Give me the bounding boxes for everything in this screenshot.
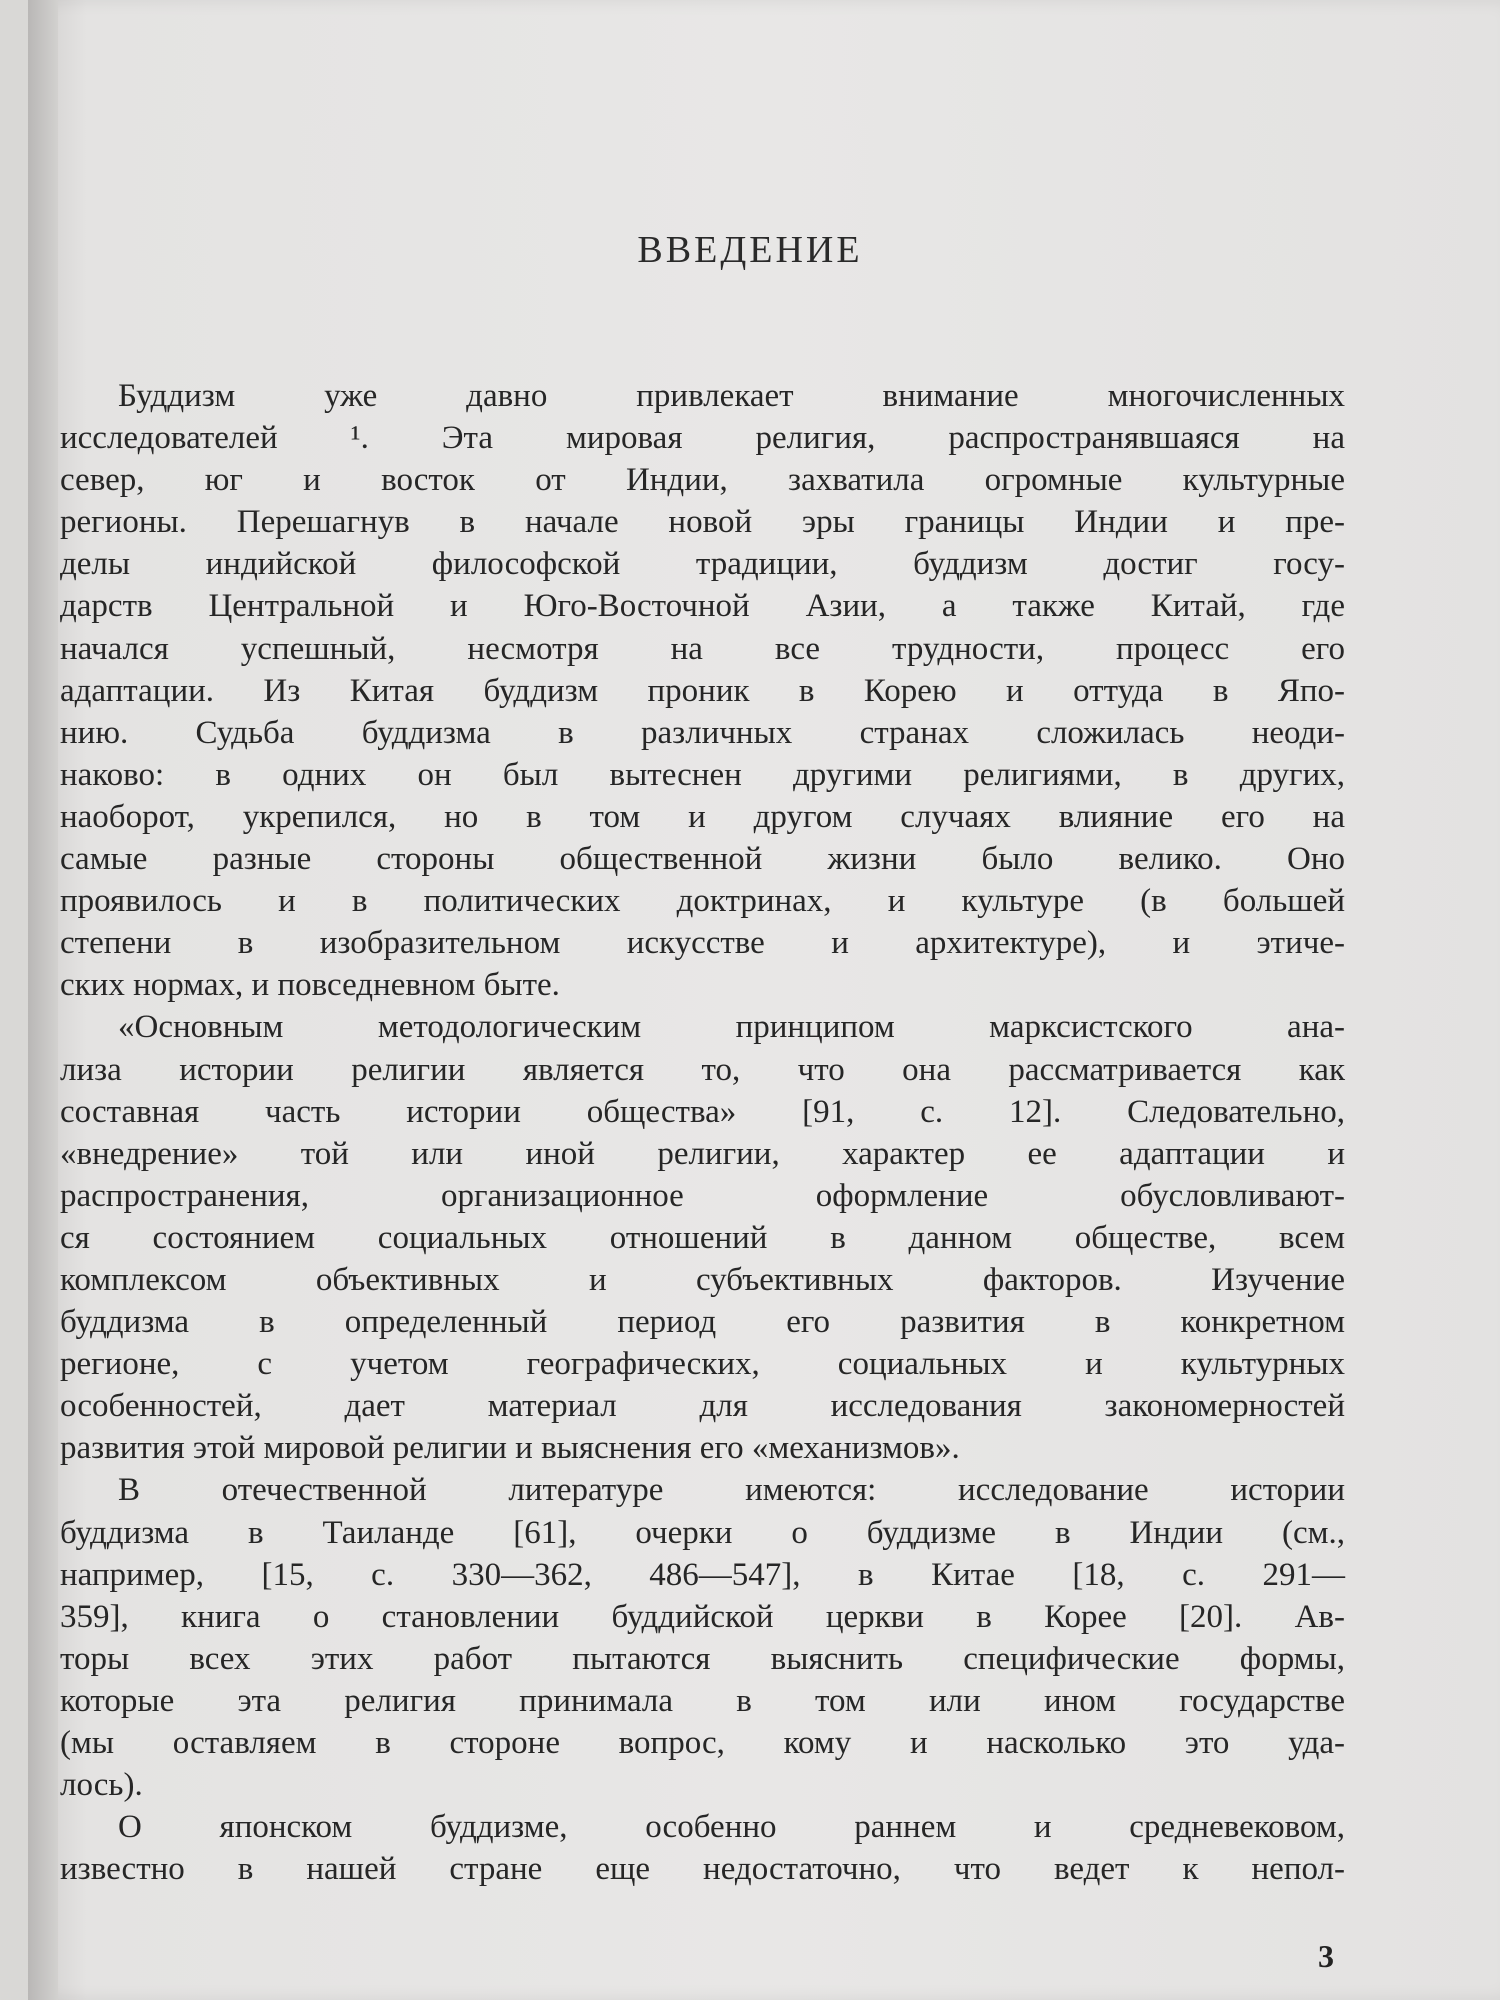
book-spine — [28, 0, 58, 2000]
text-line: «внедрение» той или иной религии, характер ее адаптации и — [60, 1135, 1345, 1172]
text-line: «Основным методологическим принципом марксистского ана- — [118, 1009, 1345, 1046]
text-line: делы индийской философской традиции, буддизм достиг госу- — [60, 546, 1345, 583]
text-line: степени в изобразительном искусстве и архитектуре), и этиче- — [60, 925, 1345, 962]
text-line: распространения, организационное оформление обусловливают- — [60, 1177, 1345, 1214]
text-line: самые разные стороны общественной жизни было велико. Оно — [60, 841, 1345, 878]
text-line: ся состоянием социальных отношений в данном обществе, всем — [60, 1219, 1345, 1256]
text-line: О японском буддизме, особенно раннем и средневековом, — [118, 1809, 1345, 1846]
text-line: 359], книга о становлении буддийской церкви в Корее [20]. Ав- — [60, 1598, 1345, 1635]
text-line: лиза истории религии является то, что она рассматривается как — [60, 1051, 1345, 1088]
text-line: известно в нашей стране еще недостаточно, что ведет к непол- — [60, 1851, 1345, 1888]
text-line: адаптации. Из Китая буддизм проник в Корею и оттуда в Япо- — [60, 672, 1345, 709]
text-line: которые эта религия принимала в том или ином государстве — [60, 1682, 1345, 1719]
text-line: исследователей ¹. Эта мировая религия, распространявшаяся на — [60, 420, 1345, 457]
text-line: особенностей, дает материал для исследования закономерностей — [60, 1388, 1345, 1425]
page-number: 3 — [1318, 1938, 1334, 1974]
text-line: составная часть истории общества» [91, с. 12]. Следовательно, — [60, 1093, 1345, 1130]
text-line: Буддизм уже давно привлекает внимание многочисленных — [118, 378, 1345, 414]
text-line: В отечественной литературе имеются: исследование истории — [118, 1472, 1345, 1509]
text-line: наоборот, укрепился, но в том и другом случаях влияние его на — [60, 798, 1345, 835]
text-line: буддизма в Таиланде [61], очерки о буддизме в Индии (см., — [60, 1514, 1345, 1551]
text-line: регионе, с учетом географических, социальных и культурных — [60, 1346, 1345, 1383]
text-line: проявилось и в политических доктринах, и культуре (в большей — [60, 883, 1345, 920]
text-line: регионы. Перешагнув в начале новой эры границы Индии и пре- — [60, 504, 1345, 541]
text-line: (мы оставляем в стороне вопрос, кому и насколько это уда- — [60, 1725, 1345, 1761]
text-line: наково: в одних он был вытеснен другими религиями, в других, — [60, 756, 1345, 793]
text-line: ских нормах, и повседневном быте. — [60, 967, 560, 1004]
text-line: буддизма в определенный период его развития в конкретном — [60, 1304, 1345, 1341]
text-line: север, юг и восток от Индии, захватила огромные культурные — [60, 462, 1345, 499]
text-line: нию. Судьба буддизма в различных странах сложилась неоди- — [60, 714, 1345, 751]
text-line: развития этой мировой религии и выяснения его «механизмов». — [60, 1430, 960, 1467]
chapter-title: ВВЕДЕНИЕ — [637, 229, 863, 271]
text-line: например, [15, с. 330—362, 486—547], в Китае [18, с. 291— — [60, 1556, 1345, 1593]
text-line: дарств Центральной и Юго-Восточной Азии, а также Китай, где — [60, 588, 1345, 625]
text-line: комплексом объективных и субъективных факторов. Изучение — [60, 1261, 1345, 1298]
text-line: лось). — [60, 1767, 143, 1804]
body-text — [60, 375, 1345, 1890]
text-line: начался успешный, несмотря на все трудности, процесс его — [60, 630, 1345, 667]
text-line: торы всех этих работ пытаются выяснить специфические формы, — [60, 1640, 1345, 1677]
